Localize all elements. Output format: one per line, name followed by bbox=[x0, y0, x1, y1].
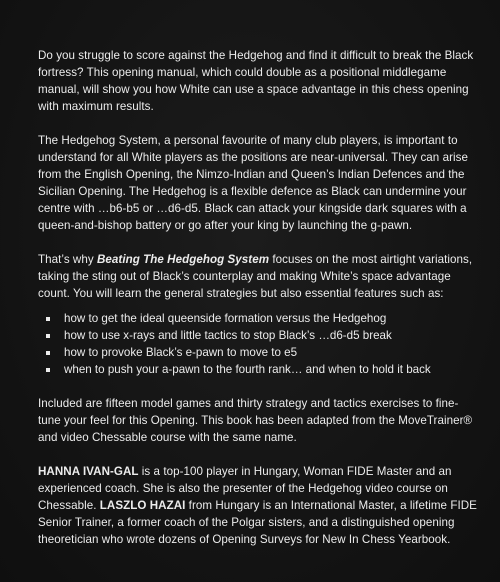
list-item-text: when to push your a-pawn to the fourth rank… and when to hold it back bbox=[64, 363, 431, 376]
bullet-square-icon bbox=[46, 368, 50, 372]
focus-paragraph bbox=[38, 251, 478, 302]
list-item bbox=[46, 344, 478, 361]
list-item-text: how to use x-rays and little tactics to stop Black’s …d6-d5 break bbox=[64, 329, 392, 342]
included-paragraph: Included are fifteen model games and thirty strategy and tactics exercises to fine-tune your feel for this Opening. This book has been adapted from the MoveTrainer® and video Chessable course with the same name. bbox=[38, 397, 473, 444]
list-item-text: how to get the ideal queenside formation versus the Hedgehog bbox=[64, 312, 387, 325]
bullet-square-icon bbox=[46, 334, 50, 338]
author-bio-1: is a top-100 player in Hungary, Woman FIDE Master and an experienced coach. She is also the presenter of the Hedgehog video course on Chessable. bbox=[38, 465, 452, 512]
hedgehog-system-paragraph: The Hedgehog System, a personal favourite of many club players, is important to understand for all White players as the positions are near-universal. They can arise from the English Opening, the Nimzo-Indian and Queen’s Indian Defences and the Sicilian Opening. The Hedgehog is a flexible defence as Black can undermine your centre with …b6-b5 or …d6-d5. Black can attack your kingside dark squares with a queen-and-bishop battery or go after your king by launching the g-pawn. bbox=[38, 134, 468, 232]
intro-paragraph: Do you struggle to score against the Hedgehog and find it difficult to break the Black fortress? This opening manual, which could double as a positional middlegame manual, will show you how White can use a space advantage in this chess opening with maximum results. bbox=[38, 49, 474, 113]
book-title: Beating The Hedgehog System bbox=[96, 253, 270, 266]
author-bio-2: from Hungary is an International Master, a lifetime FIDE Senior Trainer, a former coach of the Polgar sisters, and a distinguished opening theoretician who wrote dozens of Opening Surveys for New In Chess Yearbook. bbox=[38, 499, 477, 546]
list-item bbox=[46, 327, 478, 344]
list-item bbox=[46, 310, 478, 327]
focus-paragraph-lead: That’s why bbox=[38, 253, 97, 266]
features-list bbox=[38, 310, 478, 378]
authors-paragraph bbox=[38, 463, 478, 548]
bullet-square-icon bbox=[46, 351, 50, 355]
bullet-square-icon bbox=[46, 317, 50, 321]
author-name-1: HANNA IVAN-GAL bbox=[38, 465, 139, 478]
list-item-text: how to provoke Black’s e-pawn to move to e5 bbox=[64, 346, 298, 359]
focus-paragraph-rest: focuses on the most airtight variations, taking the sting out of Black’s counterplay and making White’s space advantage count. You will learn the general strategies but also essential features such as: bbox=[38, 253, 473, 300]
list-item bbox=[46, 361, 478, 378]
author-name-2: LASZLO HAZAI bbox=[99, 499, 186, 512]
